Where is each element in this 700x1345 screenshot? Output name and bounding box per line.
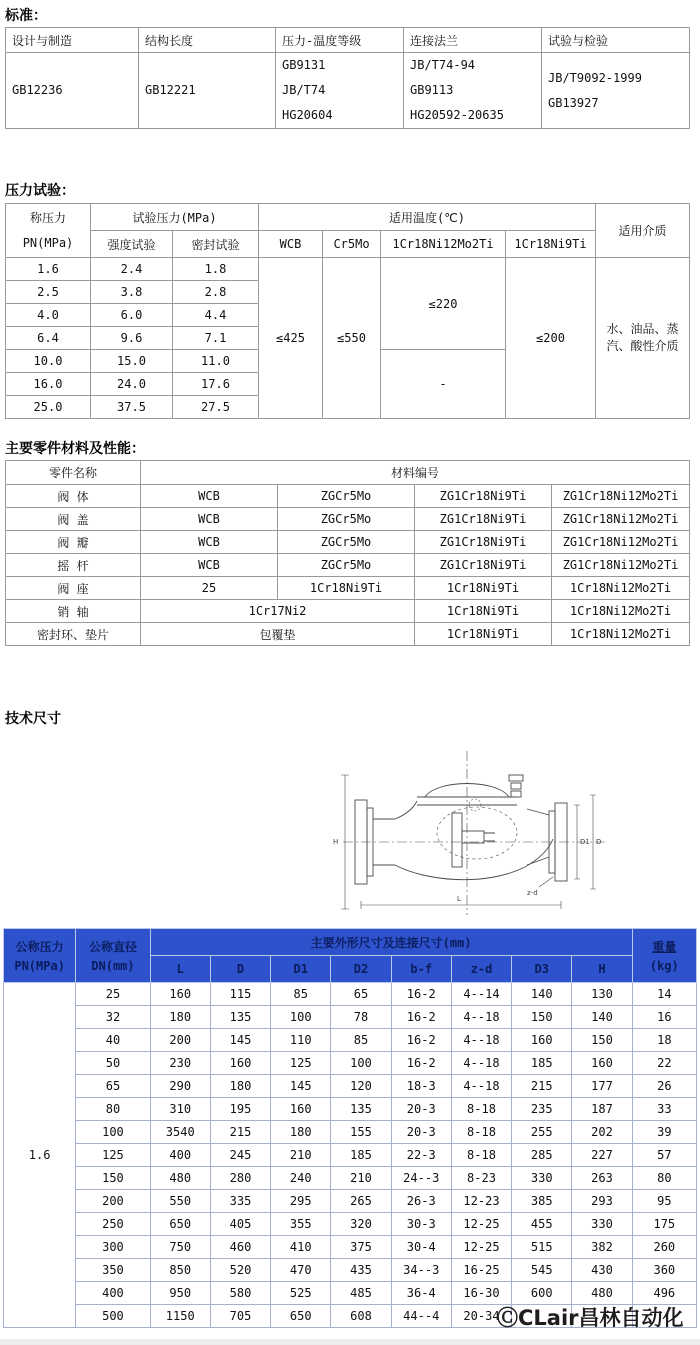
table-cell: WCB xyxy=(141,554,278,577)
table-cell: 4.0 xyxy=(6,304,91,327)
table-cell: 阀 瓣 xyxy=(6,531,141,554)
dimensions-table xyxy=(3,928,697,1328)
table-cell: 1Cr18Ni9Ti xyxy=(415,600,552,623)
table-cell: 阀 盖 xyxy=(6,508,141,531)
column-header: z-d xyxy=(451,956,511,983)
table-cell: 455 xyxy=(512,1213,572,1236)
table-cell: 480 xyxy=(572,1282,632,1305)
table-row xyxy=(4,1006,697,1029)
table-cell: 650 xyxy=(150,1213,210,1236)
table-cell: 1.6 xyxy=(4,983,76,1328)
table-cell: 85 xyxy=(271,983,331,1006)
table-cell: 850 xyxy=(150,1259,210,1282)
table-cell: ≤220 xyxy=(381,258,506,350)
table-cell: 705 xyxy=(210,1305,270,1328)
table-row xyxy=(4,1052,697,1075)
table-cell: 33 xyxy=(632,1098,696,1121)
pn-label: 公称压力 xyxy=(15,940,64,954)
dim-label-h: H xyxy=(333,838,339,846)
table-cell: 160 xyxy=(512,1029,572,1052)
column-header xyxy=(632,929,696,983)
table-cell: 1Cr18Ni12Mo2Ti xyxy=(552,577,690,600)
table-cell: 3540 xyxy=(150,1121,210,1144)
dim-label-l: L xyxy=(457,895,461,903)
table-cell: 293 xyxy=(572,1190,632,1213)
dim-label-zd: z-d xyxy=(527,889,538,897)
table-cell: 375 xyxy=(331,1236,391,1259)
table-cell: 230 xyxy=(150,1052,210,1075)
table-cell: 550 xyxy=(150,1190,210,1213)
table-cell: 180 xyxy=(271,1121,331,1144)
table-cell: - xyxy=(381,350,506,419)
table-cell: 120 xyxy=(331,1075,391,1098)
table-cell: 26 xyxy=(632,1075,696,1098)
pressure-test-table xyxy=(5,203,690,419)
table-row xyxy=(4,1075,697,1098)
table-cell: 360 xyxy=(632,1259,696,1282)
table-cell: 1Cr18Ni12Mo2Ti xyxy=(552,623,690,646)
table-cell: 115 xyxy=(210,983,270,1006)
pressure-header-row-1 xyxy=(6,204,690,231)
table-cell: ZG1Cr18Ni12Mo2Ti xyxy=(552,508,690,531)
table-cell: 180 xyxy=(150,1006,210,1029)
table-cell: 750 xyxy=(150,1236,210,1259)
table-cell: 155 xyxy=(331,1121,391,1144)
column-header: 连接法兰 xyxy=(404,28,542,53)
table-cell: 16-2 xyxy=(391,1006,451,1029)
pn-unit: PN(MPa) xyxy=(14,959,65,973)
table-cell: 阀 座 xyxy=(6,577,141,600)
table-cell: 80 xyxy=(76,1098,150,1121)
table-cell: 580 xyxy=(210,1282,270,1305)
table-cell: 265 xyxy=(331,1190,391,1213)
dim-label-d: D xyxy=(596,838,602,846)
table-cell: 135 xyxy=(331,1098,391,1121)
column-header xyxy=(76,929,150,983)
table-cell: 16-2 xyxy=(391,983,451,1006)
column-header: 适用介质 xyxy=(596,204,690,258)
table-cell: 145 xyxy=(271,1075,331,1098)
dn-label: 公称直径 xyxy=(88,940,137,954)
table-cell: 215 xyxy=(210,1121,270,1144)
table-cell: 320 xyxy=(331,1213,391,1236)
table-cell: 150 xyxy=(512,1006,572,1029)
table-row xyxy=(6,600,690,623)
table-cell: 280 xyxy=(210,1167,270,1190)
table-row xyxy=(4,1167,697,1190)
table-row xyxy=(4,1213,697,1236)
column-header: 材料编号 xyxy=(141,461,690,485)
table-cell: 330 xyxy=(512,1167,572,1190)
table-cell: 255 xyxy=(512,1121,572,1144)
column-header: D xyxy=(210,956,270,983)
table-cell: 95 xyxy=(632,1190,696,1213)
table-cell: 4--18 xyxy=(451,1052,511,1075)
pressure-header-row-2 xyxy=(6,231,690,258)
table-cell: 430 xyxy=(572,1259,632,1282)
table-cell: 10.0 xyxy=(6,350,91,373)
table-cell: ZG1Cr18Ni12Mo2Ti xyxy=(552,531,690,554)
pressure-test-title: 压力试验： xyxy=(5,183,75,199)
table-cell: 300 xyxy=(76,1236,150,1259)
table-cell: 145 xyxy=(210,1029,270,1052)
table-row xyxy=(6,485,690,508)
column-header: H xyxy=(572,956,632,983)
table-cell: 135 xyxy=(210,1006,270,1029)
valve-drawing xyxy=(325,745,620,927)
table-cell: 16-30 xyxy=(451,1282,511,1305)
table-row xyxy=(6,258,690,281)
table-row xyxy=(4,1236,697,1259)
table-cell: 水、油品、蒸汽、酸性介质 xyxy=(596,258,690,419)
table-row xyxy=(6,577,690,600)
materials-header-row xyxy=(6,461,690,485)
table-cell: 8-18 xyxy=(451,1098,511,1121)
table-cell: 385 xyxy=(512,1190,572,1213)
table-cell: 14 xyxy=(632,983,696,1006)
table-cell: 355 xyxy=(271,1213,331,1236)
table-cell: 25 xyxy=(76,983,150,1006)
column-header: 密封试验 xyxy=(173,231,259,258)
table-cell: 195 xyxy=(210,1098,270,1121)
table-cell: 24.0 xyxy=(91,373,173,396)
table-cell: 1150 xyxy=(150,1305,210,1328)
table-cell: 16.0 xyxy=(6,373,91,396)
table-cell: 57 xyxy=(632,1144,696,1167)
table-cell: 160 xyxy=(150,983,210,1006)
table-cell: 摇 杆 xyxy=(6,554,141,577)
table-cell: 160 xyxy=(210,1052,270,1075)
table-cell: 200 xyxy=(76,1190,150,1213)
nominal-pressure-label: 称压力 xyxy=(29,210,66,225)
table-cell: 150 xyxy=(572,1029,632,1052)
watermark-text: ⒸCLair昌林自动化 xyxy=(497,1306,684,1330)
table-cell: 485 xyxy=(331,1282,391,1305)
table-cell: 40 xyxy=(76,1029,150,1052)
table-cell: 1Cr18Ni9Ti xyxy=(415,577,552,600)
table-cell: 496 xyxy=(632,1282,696,1305)
column-header: b-f xyxy=(391,956,451,983)
table-cell: 6.4 xyxy=(6,327,91,350)
table-cell: 470 xyxy=(271,1259,331,1282)
table-cell: JB/T9092-1999 GB13927 xyxy=(542,53,690,129)
table-cell: 160 xyxy=(271,1098,331,1121)
table-cell: 100 xyxy=(76,1121,150,1144)
table-cell: ZG1Cr18Ni12Mo2Ti xyxy=(552,485,690,508)
weight-label: 重量 xyxy=(652,940,677,954)
table-row xyxy=(4,983,697,1006)
table-cell: 44--4 xyxy=(391,1305,451,1328)
table-cell: 25 xyxy=(141,577,278,600)
table-cell: 410 xyxy=(271,1236,331,1259)
page-bottom-strip xyxy=(0,1339,700,1345)
table-cell: 65 xyxy=(76,1075,150,1098)
table-cell: 15.0 xyxy=(91,350,173,373)
table-cell: 545 xyxy=(512,1259,572,1282)
table-row xyxy=(6,53,690,129)
table-row xyxy=(4,1121,697,1144)
table-cell: 8-18 xyxy=(451,1121,511,1144)
table-row xyxy=(4,1098,697,1121)
table-cell: 阀 体 xyxy=(6,485,141,508)
table-cell: 18 xyxy=(632,1029,696,1052)
table-cell: 110 xyxy=(271,1029,331,1052)
table-row xyxy=(6,554,690,577)
table-cell: 460 xyxy=(210,1236,270,1259)
table-cell: WCB xyxy=(141,485,278,508)
table-cell: 150 xyxy=(76,1167,150,1190)
table-cell: 227 xyxy=(572,1144,632,1167)
table-cell: GB12236 xyxy=(6,53,139,129)
column-header: Cr5Mo xyxy=(323,231,381,258)
table-cell: 260 xyxy=(632,1236,696,1259)
table-cell: 65 xyxy=(331,983,391,1006)
weight-unit: (kg) xyxy=(649,959,679,973)
table-cell: 9.6 xyxy=(91,327,173,350)
table-cell: 20-34 xyxy=(451,1305,511,1328)
table-cell: 125 xyxy=(76,1144,150,1167)
table-cell: 3.8 xyxy=(91,281,173,304)
table-cell: ZG1Cr18Ni9Ti xyxy=(415,485,552,508)
table-cell: 200 xyxy=(150,1029,210,1052)
table-cell: JB/T74-94 GB9113 HG20592-20635 xyxy=(404,53,542,129)
table-cell: 16 xyxy=(632,1006,696,1029)
table-cell: 1Cr18Ni9Ti xyxy=(415,623,552,646)
table-cell: ≤200 xyxy=(506,258,596,419)
table-cell: 140 xyxy=(572,1006,632,1029)
table-cell: 12-25 xyxy=(451,1213,511,1236)
table-cell: ≤550 xyxy=(323,258,381,419)
table-cell: 1.6 xyxy=(6,258,91,281)
table-cell: GB12221 xyxy=(139,53,276,129)
table-cell: 30-4 xyxy=(391,1236,451,1259)
table-cell: 16-25 xyxy=(451,1259,511,1282)
table-cell: 250 xyxy=(76,1213,150,1236)
table-cell: 210 xyxy=(271,1144,331,1167)
table-cell: 185 xyxy=(331,1144,391,1167)
table-cell: 30-3 xyxy=(391,1213,451,1236)
table-cell: 34--3 xyxy=(391,1259,451,1282)
table-cell: 密封环、垫片 xyxy=(6,623,141,646)
table-cell: 12-23 xyxy=(451,1190,511,1213)
table-cell: 4--18 xyxy=(451,1075,511,1098)
table-cell: 4--18 xyxy=(451,1029,511,1052)
table-cell: 1Cr17Ni2 xyxy=(141,600,415,623)
table-cell: 85 xyxy=(331,1029,391,1052)
table-cell: 608 xyxy=(331,1305,391,1328)
table-cell: 8-18 xyxy=(451,1144,511,1167)
table-cell: 185 xyxy=(512,1052,572,1075)
table-cell: 20-3 xyxy=(391,1121,451,1144)
table-cell: 130 xyxy=(572,983,632,1006)
table-row xyxy=(4,1029,697,1052)
table-cell: 78 xyxy=(331,1006,391,1029)
dimensions-title: 技术尺寸 xyxy=(5,711,61,727)
table-cell: 245 xyxy=(210,1144,270,1167)
column-header: 零件名称 xyxy=(6,461,141,485)
table-cell: 310 xyxy=(150,1098,210,1121)
table-cell: 520 xyxy=(210,1259,270,1282)
table-cell: 17.6 xyxy=(173,373,259,396)
table-cell: 销 轴 xyxy=(6,600,141,623)
table-cell: 24--3 xyxy=(391,1167,451,1190)
table-cell: 100 xyxy=(331,1052,391,1075)
table-cell: ZGCr5Mo xyxy=(278,485,415,508)
column-header: 1Cr18Ni12Mo2Ti xyxy=(381,231,506,258)
table-cell: 80 xyxy=(632,1167,696,1190)
table-cell: 18-3 xyxy=(391,1075,451,1098)
table-cell: 177 xyxy=(572,1075,632,1098)
table-cell: 4.4 xyxy=(173,304,259,327)
table-cell: 39 xyxy=(632,1121,696,1144)
pn-unit-label: PN(MPa) xyxy=(22,235,74,250)
column-header: D1 xyxy=(271,956,331,983)
check-valve-diagram xyxy=(325,745,620,923)
table-cell: 160 xyxy=(572,1052,632,1075)
table-cell: ZG1Cr18Ni9Ti xyxy=(415,554,552,577)
table-cell: 16-2 xyxy=(391,1052,451,1075)
table-cell: 50 xyxy=(76,1052,150,1075)
column-header xyxy=(4,929,76,983)
table-cell: ZG1Cr18Ni9Ti xyxy=(415,508,552,531)
standards-table xyxy=(5,27,690,129)
table-cell: 290 xyxy=(150,1075,210,1098)
materials-table xyxy=(5,460,690,646)
table-cell: 4--18 xyxy=(451,1006,511,1029)
table-cell: 25.0 xyxy=(6,396,91,419)
table-cell: 7.1 xyxy=(173,327,259,350)
table-cell: 240 xyxy=(271,1167,331,1190)
table-cell: 950 xyxy=(150,1282,210,1305)
table-cell: 650 xyxy=(271,1305,331,1328)
table-cell: 210 xyxy=(331,1167,391,1190)
table-cell: 1Cr18Ni9Ti xyxy=(278,577,415,600)
standards-header-row xyxy=(6,28,690,53)
column-header: L xyxy=(150,956,210,983)
table-cell: 175 xyxy=(632,1213,696,1236)
column-header: 主要外形尺寸及连接尺寸(mm) xyxy=(150,929,632,956)
column-header: 压力-温度等级 xyxy=(276,28,404,53)
table-cell: 2.4 xyxy=(91,258,173,281)
table-cell: 335 xyxy=(210,1190,270,1213)
table-cell: 600 xyxy=(512,1282,572,1305)
table-cell: 400 xyxy=(76,1282,150,1305)
table-cell: 1.8 xyxy=(173,258,259,281)
table-cell: 400 xyxy=(150,1144,210,1167)
table-cell: 6.0 xyxy=(91,304,173,327)
table-row xyxy=(6,508,690,531)
table-cell: 36-4 xyxy=(391,1282,451,1305)
table-cell: ≤425 xyxy=(259,258,323,419)
table-cell: 16-2 xyxy=(391,1029,451,1052)
table-cell: 26-3 xyxy=(391,1190,451,1213)
table-cell: ZG1Cr18Ni9Ti xyxy=(415,531,552,554)
standards-title: 标准： xyxy=(5,8,47,24)
table-cell: 4--14 xyxy=(451,983,511,1006)
table-cell: 202 xyxy=(572,1121,632,1144)
table-cell: ZG1Cr18Ni12Mo2Ti xyxy=(552,554,690,577)
table-cell: 382 xyxy=(572,1236,632,1259)
table-cell: 180 xyxy=(210,1075,270,1098)
table-row xyxy=(6,531,690,554)
table-cell: 187 xyxy=(572,1098,632,1121)
table-cell: 125 xyxy=(271,1052,331,1075)
column-header: 结构长度 xyxy=(139,28,276,53)
table-cell: 11.0 xyxy=(173,350,259,373)
table-cell: 8-23 xyxy=(451,1167,511,1190)
dn-unit: DN(mm) xyxy=(91,959,135,973)
table-cell: 235 xyxy=(512,1098,572,1121)
table-cell: 263 xyxy=(572,1167,632,1190)
table-cell: 包覆垫 xyxy=(141,623,415,646)
table-cell: 12-25 xyxy=(451,1236,511,1259)
column-header: 试验与检验 xyxy=(542,28,690,53)
table-cell: 435 xyxy=(331,1259,391,1282)
table-cell: 2.5 xyxy=(6,281,91,304)
table-cell: 22 xyxy=(632,1052,696,1075)
column-header: 强度试验 xyxy=(91,231,173,258)
column-header: 1Cr18Ni9Ti xyxy=(506,231,596,258)
table-cell: WCB xyxy=(141,508,278,531)
table-cell: 27.5 xyxy=(173,396,259,419)
table-cell: 32 xyxy=(76,1006,150,1029)
table-cell: GB9131 JB/T74 HG20604 xyxy=(276,53,404,129)
table-cell: 1Cr18Ni12Mo2Ti xyxy=(552,600,690,623)
column-header: D3 xyxy=(512,956,572,983)
table-cell: 2.8 xyxy=(173,281,259,304)
table-row xyxy=(4,1190,697,1213)
table-cell: 350 xyxy=(76,1259,150,1282)
table-cell: ZGCr5Mo xyxy=(278,531,415,554)
table-cell: 295 xyxy=(271,1190,331,1213)
table-cell: 20-3 xyxy=(391,1098,451,1121)
column-header: WCB xyxy=(259,231,323,258)
table-cell: 140 xyxy=(512,983,572,1006)
column-header: D2 xyxy=(331,956,391,983)
column-header: 试验压力(MPa) xyxy=(91,204,259,231)
table-cell: 215 xyxy=(512,1075,572,1098)
table-cell: 405 xyxy=(210,1213,270,1236)
table-cell: 37.5 xyxy=(91,396,173,419)
table-row xyxy=(6,623,690,646)
table-cell: ZGCr5Mo xyxy=(278,554,415,577)
table-cell: 22-3 xyxy=(391,1144,451,1167)
column-header: 设计与制造 xyxy=(6,28,139,53)
column-header: 适用温度(℃) xyxy=(259,204,596,231)
table-cell: 500 xyxy=(76,1305,150,1328)
table-row xyxy=(4,1259,697,1282)
dim-header-row-1 xyxy=(4,929,697,956)
table-cell: 515 xyxy=(512,1236,572,1259)
table-cell: 100 xyxy=(271,1006,331,1029)
column-header xyxy=(6,204,91,258)
table-cell: 525 xyxy=(271,1282,331,1305)
table-cell: WCB xyxy=(141,531,278,554)
table-cell: ZGCr5Mo xyxy=(278,508,415,531)
dim-label-d1: D1 xyxy=(580,838,590,846)
table-cell: 330 xyxy=(572,1213,632,1236)
table-cell: 480 xyxy=(150,1167,210,1190)
table-cell: 285 xyxy=(512,1144,572,1167)
materials-title: 主要零件材料及性能： xyxy=(5,441,145,457)
table-row xyxy=(4,1144,697,1167)
